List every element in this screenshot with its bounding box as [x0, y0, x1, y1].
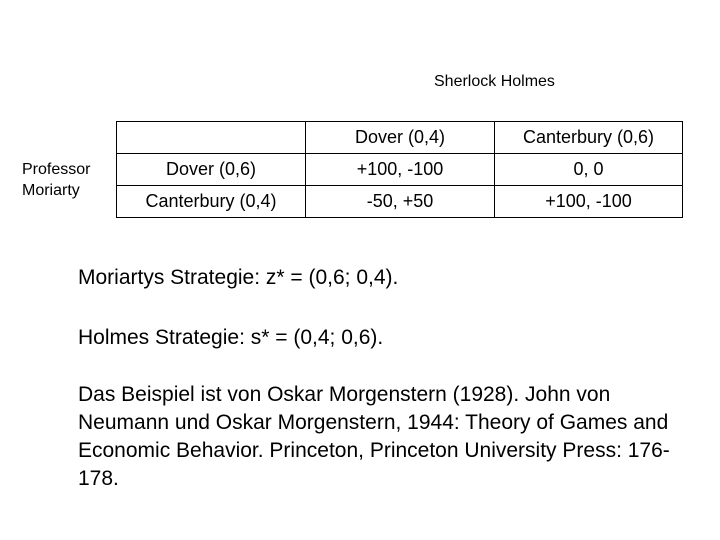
source-citation-text: Das Beispiel ist von Oskar Morgenstern (1928). John von Neumann und Oskar Morgenstern, 1944: Theory of Games and Economic Behavior. Princeton, Princeton University Press: 176-178. — [78, 383, 670, 490]
column-strategy-canterbury: Canterbury (0,6) — [495, 122, 683, 154]
moriarty-strategy-text: Moriartys Strategie: z* = (0,6; 0,4). — [78, 266, 399, 289]
payoff-corner-cell — [117, 122, 306, 154]
payoff-cell: 0, 0 — [495, 154, 683, 186]
row-player-line-1: Professor — [22, 161, 91, 178]
payoff-cell: +100, -100 — [495, 186, 683, 218]
row-player-label — [22, 159, 90, 201]
payoff-header-row — [117, 122, 683, 154]
column-strategy-dover: Dover (0,4) — [306, 122, 495, 154]
column-player-label: Sherlock Holmes — [434, 73, 555, 90]
payoff-cell: -50, +50 — [306, 186, 495, 218]
row-strategy-dover: Dover (0,6) — [117, 154, 306, 186]
holmes-strategy-text: Holmes Strategie: s* = (0,4; 0,6). — [78, 326, 384, 349]
payoff-row-canterbury — [117, 186, 683, 218]
payoff-row-dover — [117, 154, 683, 186]
payoff-cell: +100, -100 — [306, 154, 495, 186]
row-player-line-2: Moriarty — [22, 182, 80, 199]
payoff-matrix — [116, 121, 683, 218]
row-strategy-canterbury: Canterbury (0,4) — [117, 186, 306, 218]
